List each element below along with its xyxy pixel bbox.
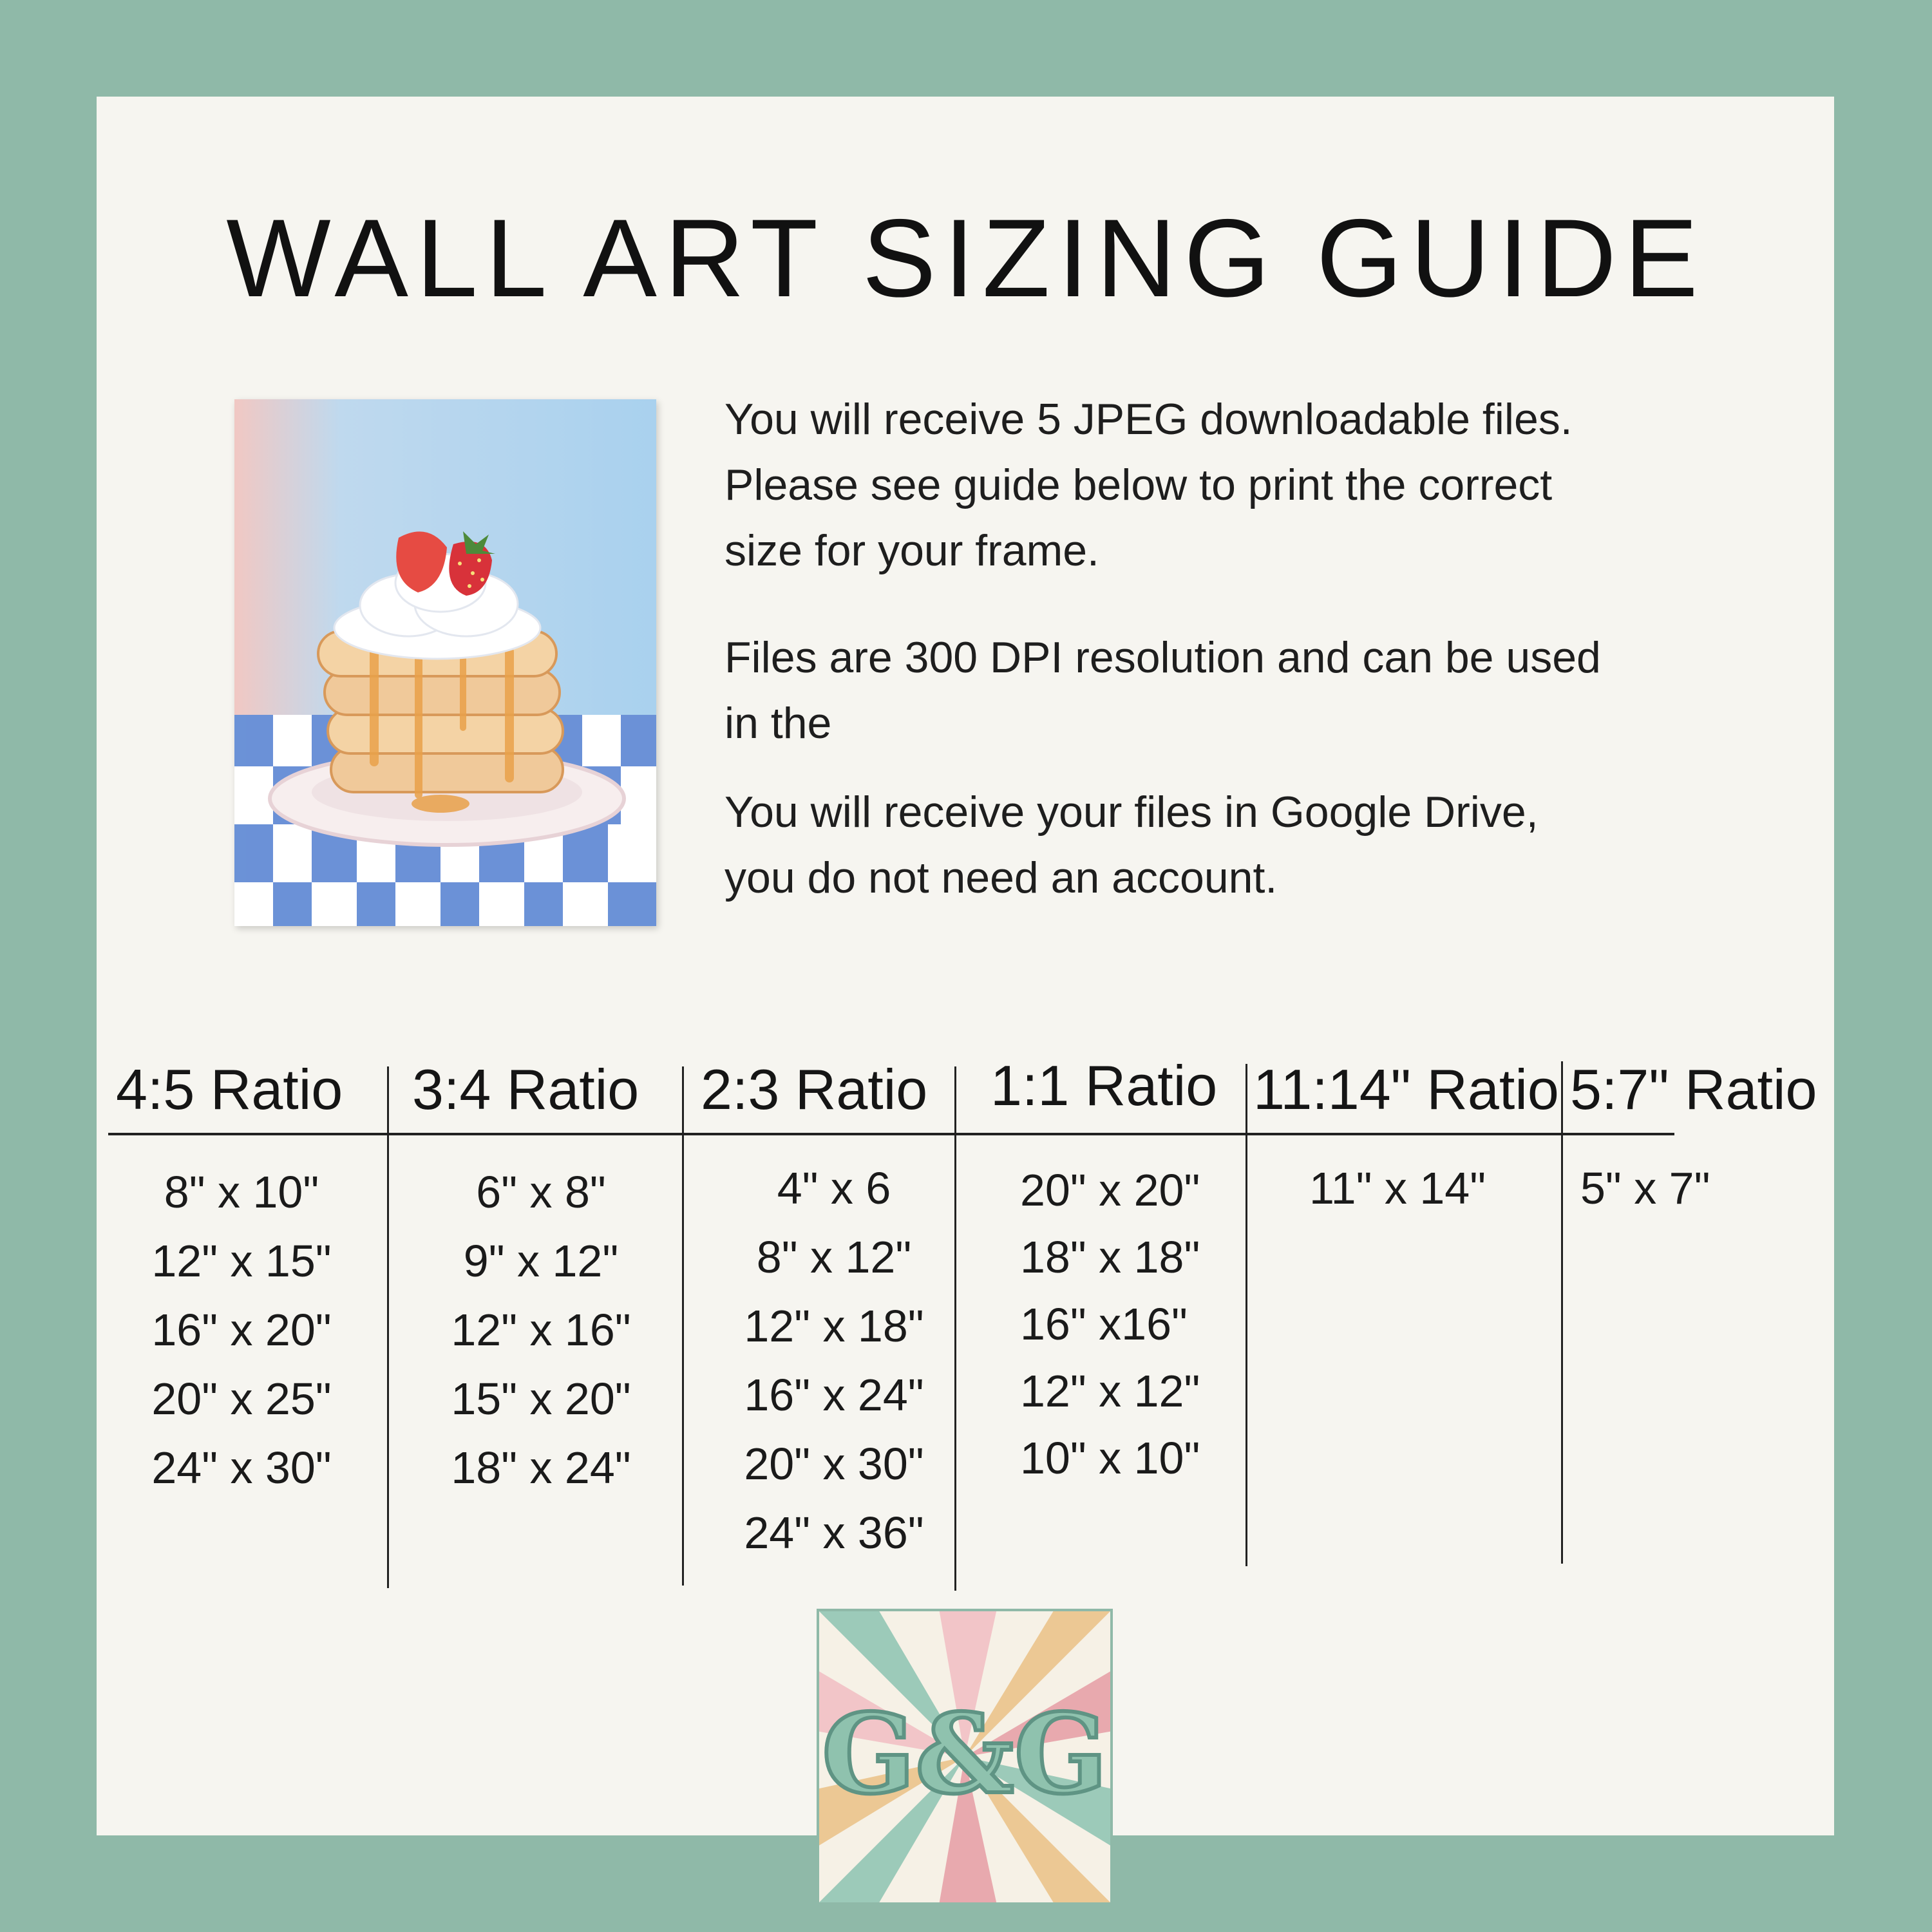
ratio-header-4-5: 4:5 Ratio xyxy=(116,1057,343,1121)
size-item: 16" x 20" xyxy=(151,1305,332,1355)
ratio-header-1-1: 1:1 Ratio xyxy=(990,1054,1218,1117)
sizes-list-5-7 xyxy=(1571,1154,1774,1223)
ratio-header-11-14: 11:14" Ratio xyxy=(1253,1057,1559,1121)
info-line: you do not need an account. xyxy=(724,853,1278,902)
size-item: 20" x 20" xyxy=(1020,1165,1200,1215)
size-item: 5" x 7" xyxy=(1580,1163,1710,1213)
size-item: 6" x 8" xyxy=(476,1167,606,1217)
column-divider xyxy=(682,1066,684,1586)
size-item: 12" x 15" xyxy=(151,1236,332,1286)
info-paragraph-files xyxy=(724,386,1819,583)
info-paragraph-delivery xyxy=(724,779,1819,911)
table-header-divider xyxy=(108,1133,1674,1135)
info-line: Files are 300 DPI resolution and can be used xyxy=(724,633,1601,682)
logo-text: G&G xyxy=(822,1690,1108,1819)
size-item: 24" x 30" xyxy=(151,1443,332,1493)
page-title: WALL ART SIZING GUIDE xyxy=(226,196,1706,320)
sizes-list-1-1 xyxy=(992,1157,1278,1492)
size-item: 8" x 10" xyxy=(164,1167,319,1217)
content-card xyxy=(97,97,1834,1835)
ratio-header-5-7: 5:7" Ratio xyxy=(1570,1057,1817,1121)
info-line: Please see guide below to print the correct xyxy=(724,460,1553,509)
column-divider xyxy=(1561,1061,1563,1564)
size-item: 18" x 18" xyxy=(1020,1232,1200,1282)
sizes-list-4-5 xyxy=(109,1158,374,1502)
column-divider xyxy=(387,1066,389,1588)
size-item: 11" x 14" xyxy=(1309,1163,1486,1213)
ratio-header-3-4: 3:4 Ratio xyxy=(412,1057,639,1121)
sizes-list-2-3 xyxy=(702,1154,966,1567)
info-line: You will receive your files in Google Drive, xyxy=(724,788,1539,837)
size-item: 18" x 24" xyxy=(451,1443,631,1493)
ratio-header-2-3: 2:3 Ratio xyxy=(701,1057,928,1121)
size-item: 24" x 36" xyxy=(744,1508,924,1558)
size-item: 9" x 12" xyxy=(463,1236,619,1286)
size-item: 4" x 6 xyxy=(777,1163,891,1213)
info-line: in the xyxy=(724,699,832,748)
size-item: 15" x 20" xyxy=(451,1374,631,1424)
size-item: 16" x 24" xyxy=(744,1370,924,1420)
size-item: 10" x 10" xyxy=(1020,1433,1200,1483)
pancake-painting-image xyxy=(234,399,656,926)
size-item: 8" x 12" xyxy=(756,1232,912,1282)
size-item: 20" x 30" xyxy=(744,1439,924,1489)
size-item: 12" x 18" xyxy=(744,1301,924,1351)
info-line: size for your frame. xyxy=(724,526,1099,575)
size-item: 20" x 25" xyxy=(151,1374,332,1424)
size-item: 12" x 12" xyxy=(1020,1366,1200,1416)
info-paragraph-resolution xyxy=(724,625,1819,756)
sizes-list-3-4 xyxy=(406,1158,676,1502)
brand-logo xyxy=(817,1609,1113,1905)
size-item: 12" x 16" xyxy=(451,1305,631,1355)
size-item: 16" x16" xyxy=(1020,1299,1188,1349)
info-line: You will receive 5 JPEG downloadable files. xyxy=(724,395,1573,444)
sizes-list-11-14 xyxy=(1262,1154,1533,1223)
